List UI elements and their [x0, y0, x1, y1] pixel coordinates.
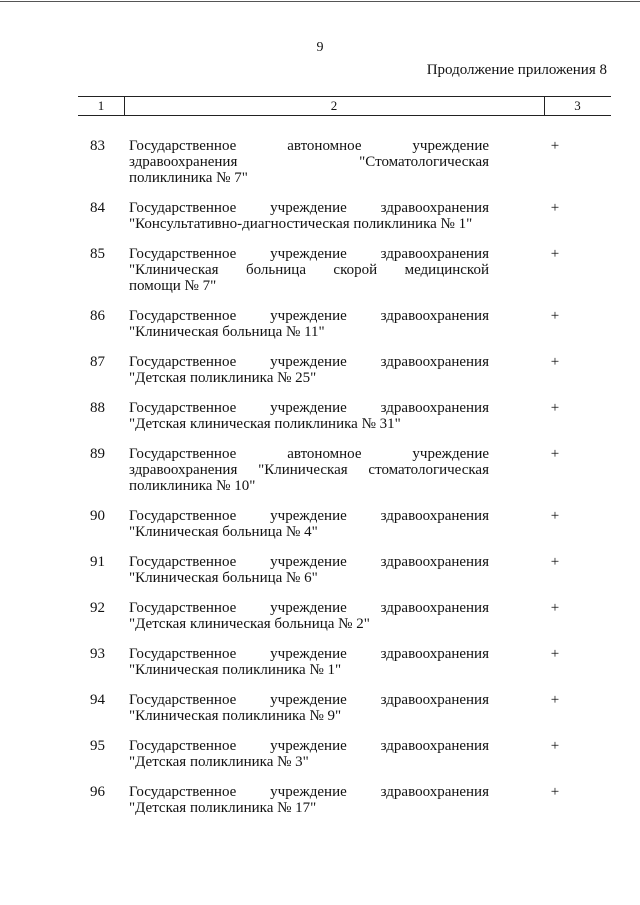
institution-name — [129, 784, 489, 816]
institution-name-line: здравоохранения "Стоматологическая — [129, 154, 489, 170]
plus-mark: + — [550, 646, 560, 662]
plus-mark: + — [550, 200, 560, 216]
institution-name-line: здравоохранения "Клиническая стоматологическая — [129, 462, 489, 478]
table-row — [78, 508, 611, 540]
row-number: 87 — [90, 354, 105, 370]
plus-mark: + — [550, 446, 560, 462]
table-row — [78, 138, 611, 186]
institution-name-line: Государственное учреждение здравоохранения — [129, 692, 489, 708]
table-header — [78, 96, 611, 116]
continuation-title: Продолжение приложения 8 — [426, 62, 607, 78]
plus-mark: + — [550, 600, 560, 616]
institution-name-line: помощи № 7" — [129, 278, 217, 294]
row-number: 91 — [90, 554, 105, 570]
institution-name — [129, 738, 489, 770]
institution-name-line: Государственное учреждение здравоохранения — [129, 400, 489, 416]
institution-name — [129, 354, 489, 386]
institution-name — [129, 446, 489, 494]
institution-name — [129, 508, 489, 540]
row-number: 85 — [90, 246, 105, 262]
institution-name-line: Государственное учреждение здравоохранения — [129, 354, 489, 370]
row-number: 92 — [90, 600, 105, 616]
institution-name-line: Государственное учреждение здравоохранения — [129, 600, 489, 616]
plus-mark: + — [550, 692, 560, 708]
institution-name-line: "Клиническая больница № 6" — [129, 570, 318, 586]
institution-name-line: Государственное учреждение здравоохранения — [129, 200, 489, 216]
table-row — [78, 646, 611, 678]
table-row — [78, 692, 611, 724]
institution-name-line: "Клиническая поликлиника № 9" — [129, 708, 342, 724]
row-number: 88 — [90, 400, 105, 416]
page-number: 9 — [316, 40, 324, 55]
plus-mark: + — [550, 508, 560, 524]
table-row — [78, 738, 611, 770]
institution-name-line: Государственное учреждение здравоохранения — [129, 738, 489, 754]
institution-name — [129, 692, 489, 724]
institution-name-line: "Детская клиническая больница № 2" — [129, 616, 370, 632]
institution-name-line: Государственное учреждение здравоохранения — [129, 784, 489, 800]
header-col-1: 1 — [78, 97, 125, 115]
institution-name — [129, 308, 489, 340]
row-number: 95 — [90, 738, 105, 754]
institution-name — [129, 554, 489, 586]
institution-name-line: Государственное учреждение здравоохранения — [129, 308, 489, 324]
plus-mark: + — [550, 308, 560, 324]
plus-mark: + — [550, 138, 560, 154]
institution-name-line: поликлиника № 10" — [129, 478, 256, 494]
row-number: 93 — [90, 646, 105, 662]
institution-name-line: "Детская поликлиника № 17" — [129, 800, 317, 816]
institution-name-line: Государственное автономное учреждение — [129, 446, 489, 462]
table-row — [78, 446, 611, 494]
top-rule — [0, 1, 640, 2]
table-row — [78, 400, 611, 432]
table-row — [78, 308, 611, 340]
header-col-3: 3 — [574, 98, 581, 113]
institution-name-line: Государственное учреждение здравоохранения — [129, 646, 489, 662]
institution-name — [129, 246, 489, 294]
institution-name-line: "Клиническая поликлиника № 1" — [129, 662, 342, 678]
table-row — [78, 354, 611, 386]
institution-name-line: "Детская поликлиника № 3" — [129, 754, 309, 770]
institution-name-line: "Детская поликлиника № 25" — [129, 370, 317, 386]
plus-mark: + — [550, 246, 560, 262]
institution-name — [129, 138, 489, 186]
institution-name — [129, 400, 489, 432]
row-number: 83 — [90, 138, 105, 154]
institution-name-line: поликлиника № 7" — [129, 170, 248, 186]
header-col-2: 2 — [124, 97, 545, 115]
institution-name-line: Государственное учреждение здравоохранения — [129, 554, 489, 570]
plus-mark: + — [550, 784, 560, 800]
institution-name — [129, 600, 489, 632]
row-number: 89 — [90, 446, 105, 462]
institution-name-line: "Консультативно-диагностическая поликлиника № 1" — [129, 216, 473, 232]
institution-name-line: "Детская клиническая поликлиника № 31" — [129, 416, 401, 432]
institution-name-line: "Клиническая больница скорой медицинской — [129, 262, 489, 278]
plus-mark: + — [550, 354, 560, 370]
table-row — [78, 784, 611, 816]
institution-name — [129, 646, 489, 678]
institution-name-line: Государственное учреждение здравоохранения — [129, 246, 489, 262]
table-row — [78, 600, 611, 632]
plus-mark: + — [550, 738, 560, 754]
institution-name — [129, 200, 489, 232]
row-number: 84 — [90, 200, 105, 216]
institution-name-line: Государственное автономное учреждение — [129, 138, 489, 154]
institution-name-line: "Клиническая больница № 4" — [129, 524, 318, 540]
plus-mark: + — [550, 400, 560, 416]
row-number: 96 — [90, 784, 105, 800]
row-number: 94 — [90, 692, 105, 708]
institution-name-line: Государственное учреждение здравоохранения — [129, 508, 489, 524]
row-number: 90 — [90, 508, 105, 524]
table-row — [78, 246, 611, 294]
institution-name-line: "Клиническая больница № 11" — [129, 324, 325, 340]
plus-mark: + — [550, 554, 560, 570]
row-number: 86 — [90, 308, 105, 324]
table-body — [78, 138, 611, 830]
table-row — [78, 554, 611, 586]
table-row — [78, 200, 611, 232]
